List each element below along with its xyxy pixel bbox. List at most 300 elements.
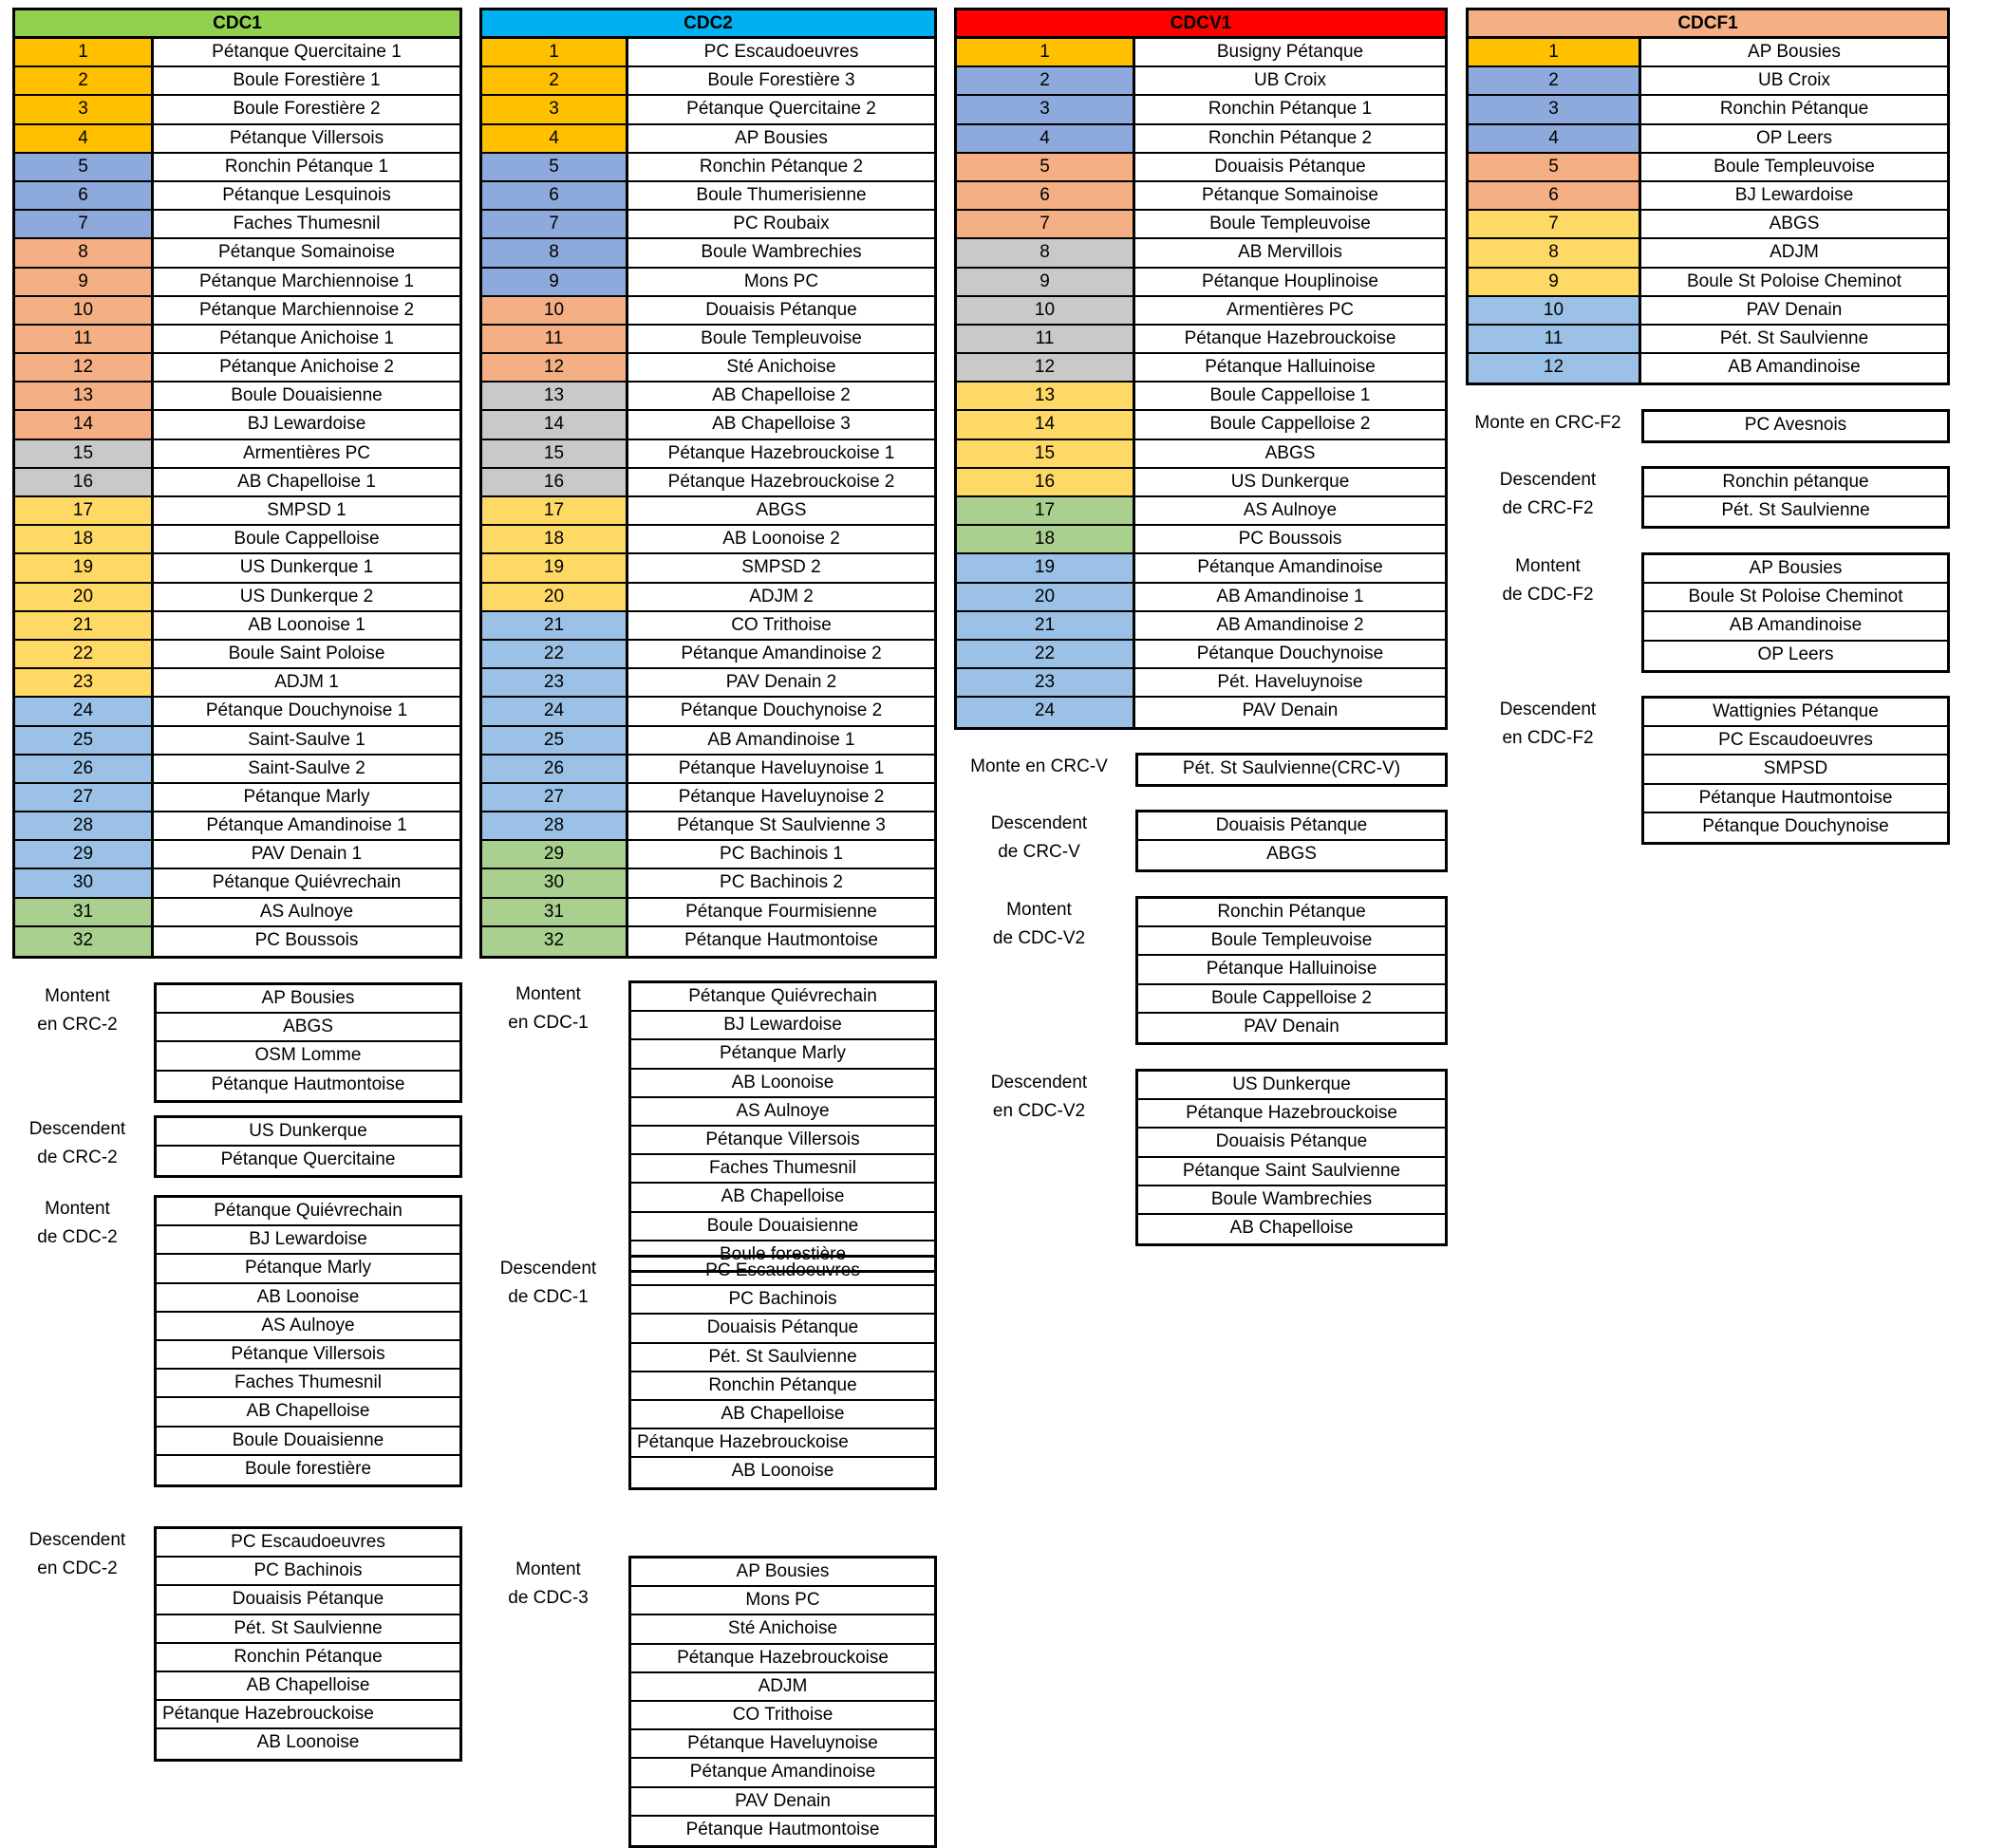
- team-cell[interactable]: AB Amandinoise: [1641, 354, 1947, 383]
- rank-cell[interactable]: 19: [15, 554, 154, 581]
- group-team-cell[interactable]: AB Chapelloise: [157, 1398, 459, 1427]
- group-team-cell[interactable]: Pétanque Quiévrechain: [631, 983, 934, 1012]
- rank-cell[interactable]: 16: [15, 469, 154, 495]
- table-row[interactable]: [957, 269, 1445, 297]
- table-row[interactable]: [15, 497, 459, 526]
- group-team-cell[interactable]: AP Bousies: [631, 1559, 934, 1587]
- team-cell[interactable]: PC Bachinois 1: [628, 841, 934, 868]
- table-row[interactable]: [957, 354, 1445, 383]
- group-team-cell[interactable]: Pétanque Hautmontoise: [685, 1819, 880, 1839]
- group-team-cell[interactable]: Ronchin pétanque: [1644, 469, 1947, 497]
- table-row[interactable]: [482, 927, 934, 956]
- team-cell[interactable]: Pétanque Hazebrouckoise 1: [628, 440, 934, 467]
- team-cell[interactable]: PAV Denain: [1641, 297, 1947, 324]
- team-cell[interactable]: AB Loonoise 1: [154, 612, 459, 639]
- group-team-cell[interactable]: AB Chapelloise: [157, 1672, 459, 1701]
- rank-cell[interactable]: 20: [957, 584, 1135, 610]
- group-team-cell[interactable]: Pét. St Saulvienne: [157, 1615, 459, 1644]
- rank-cell[interactable]: 26: [15, 756, 154, 782]
- table-row[interactable]: [482, 784, 934, 812]
- table-row[interactable]: [482, 39, 934, 67]
- group-team-cell[interactable]: Pétanque Haveluynoise: [631, 1730, 934, 1759]
- table-row[interactable]: [957, 182, 1445, 211]
- group-team-cell[interactable]: CO Trithoise: [631, 1702, 934, 1730]
- table-row[interactable]: [1469, 211, 1947, 239]
- team-cell[interactable]: Boule Cappelloise 2: [1135, 411, 1445, 438]
- rank-cell[interactable]: 3: [482, 96, 628, 122]
- group-team-cell[interactable]: Ronchin Pétanque: [631, 1372, 934, 1401]
- group-team-cell[interactable]: Douaisis Pétanque: [631, 1315, 934, 1343]
- table-row[interactable]: [957, 669, 1445, 698]
- team-cell[interactable]: Pétanque Hazebrouckoise: [1135, 326, 1445, 352]
- table-row[interactable]: [957, 39, 1445, 67]
- team-cell[interactable]: Boule Forestière 1: [154, 67, 459, 94]
- team-cell[interactable]: AB Amandinoise 1: [1135, 584, 1445, 610]
- rank-cell[interactable]: 31: [482, 899, 628, 925]
- table-row[interactable]: [482, 182, 934, 211]
- table-row[interactable]: [482, 469, 934, 497]
- group-team-cell[interactable]: Pétanque Villersois: [631, 1127, 934, 1155]
- rank-cell[interactable]: 9: [957, 269, 1135, 295]
- table-row[interactable]: [957, 154, 1445, 182]
- table-row[interactable]: [957, 641, 1445, 669]
- team-cell[interactable]: Pétanque Douchynoise 1: [154, 698, 459, 724]
- group-team-cell[interactable]: Ronchin Pétanque: [157, 1644, 459, 1672]
- rank-cell[interactable]: 22: [15, 641, 154, 667]
- table-row[interactable]: [15, 383, 459, 411]
- group-team-cell[interactable]: PC Avesnois: [1744, 415, 1847, 435]
- team-cell[interactable]: PAV Denain: [1135, 698, 1445, 726]
- team-cell[interactable]: ABGS: [1135, 440, 1445, 467]
- team-cell[interactable]: CO Trithoise: [628, 612, 934, 639]
- table-row[interactable]: [15, 67, 459, 96]
- team-cell[interactable]: PC Escaudoeuvres: [628, 39, 934, 65]
- rank-cell[interactable]: 8: [1469, 239, 1641, 266]
- team-cell[interactable]: AB Chapelloise 2: [628, 383, 934, 409]
- group-team-cell[interactable]: AS Aulnoye: [631, 1098, 934, 1127]
- team-cell[interactable]: BJ Lewardoise: [1641, 182, 1947, 209]
- rank-cell[interactable]: 30: [482, 869, 628, 896]
- team-cell[interactable]: Pétanque Anichoise 2: [154, 354, 459, 381]
- team-cell[interactable]: SMPSD 1: [154, 497, 459, 524]
- team-cell[interactable]: SMPSD 2: [628, 554, 934, 581]
- team-cell[interactable]: Pétanque Lesquinois: [154, 182, 459, 209]
- team-cell[interactable]: Pétanque Hazebrouckoise 2: [628, 469, 934, 495]
- group-team-cell[interactable]: Pétanque Quiévrechain: [157, 1198, 459, 1226]
- team-cell[interactable]: UB Croix: [1641, 67, 1947, 94]
- team-cell[interactable]: US Dunkerque 1: [154, 554, 459, 581]
- group-team-cell[interactable]: Pét. St Saulvienne: [631, 1344, 934, 1372]
- team-cell[interactable]: PAV Denain 1: [154, 841, 459, 868]
- team-cell[interactable]: AP Bousies: [628, 125, 934, 152]
- team-cell[interactable]: Pétanque Somainoise: [1135, 182, 1445, 209]
- table-row[interactable]: [15, 125, 459, 154]
- rank-cell[interactable]: 5: [1469, 154, 1641, 180]
- rank-cell[interactable]: 23: [957, 669, 1135, 696]
- rank-cell[interactable]: 6: [15, 182, 154, 209]
- rank-cell[interactable]: 32: [482, 927, 628, 956]
- rank-cell[interactable]: 2: [957, 67, 1135, 94]
- team-cell[interactable]: AB Chapelloise 3: [628, 411, 934, 438]
- group-team-cell[interactable]: Faches Thumesnil: [157, 1370, 459, 1398]
- team-cell[interactable]: PC Boussois: [1135, 526, 1445, 552]
- rank-cell[interactable]: 22: [957, 641, 1135, 667]
- rank-cell[interactable]: 9: [15, 269, 154, 295]
- team-cell[interactable]: Sté Anichoise: [628, 354, 934, 381]
- rank-cell[interactable]: 7: [482, 211, 628, 237]
- table-row[interactable]: [15, 326, 459, 354]
- table-row[interactable]: [957, 554, 1445, 583]
- team-cell[interactable]: Boule Forestière 3: [628, 67, 934, 94]
- table-row[interactable]: [482, 554, 934, 583]
- team-cell[interactable]: Ronchin Pétanque 2: [628, 154, 934, 180]
- rank-cell[interactable]: 23: [15, 669, 154, 696]
- group-team-cell[interactable]: Pétanque Hautmontoise: [211, 1073, 405, 1094]
- team-cell[interactable]: Pétanque Halluinoise: [1135, 354, 1445, 381]
- rank-cell[interactable]: 11: [957, 326, 1135, 352]
- rank-cell[interactable]: 7: [957, 211, 1135, 237]
- table-row[interactable]: [957, 96, 1445, 124]
- table-row[interactable]: [1469, 182, 1947, 211]
- group-team-cell[interactable]: PAV Denain: [1244, 1016, 1339, 1036]
- table-row[interactable]: [1469, 297, 1947, 326]
- team-cell[interactable]: US Dunkerque 2: [154, 584, 459, 610]
- table-row[interactable]: [482, 96, 934, 124]
- rank-cell[interactable]: 1: [15, 39, 154, 65]
- team-cell[interactable]: ADJM 1: [154, 669, 459, 696]
- group-team-cell[interactable]: AB Loonoise: [157, 1284, 459, 1313]
- table-row[interactable]: [482, 297, 934, 326]
- table-row[interactable]: [15, 269, 459, 297]
- table-row[interactable]: [15, 756, 459, 784]
- team-cell[interactable]: Boule Templeuvoise: [1135, 211, 1445, 237]
- table-row[interactable]: [482, 812, 934, 841]
- table-row[interactable]: [482, 125, 934, 154]
- table-row[interactable]: [482, 526, 934, 554]
- team-cell[interactable]: ABGS: [1641, 211, 1947, 237]
- team-cell[interactable]: Pét. Haveluynoise: [1135, 669, 1445, 696]
- team-cell[interactable]: Boule Wambrechies: [628, 239, 934, 266]
- table-row[interactable]: [957, 698, 1445, 726]
- table-row[interactable]: [1469, 125, 1947, 154]
- rank-cell[interactable]: 15: [15, 440, 154, 467]
- rank-cell[interactable]: 3: [1469, 96, 1641, 122]
- table-row[interactable]: [15, 469, 459, 497]
- team-cell[interactable]: AB Amandinoise 2: [1135, 612, 1445, 639]
- team-cell[interactable]: PC Bachinois 2: [628, 869, 934, 896]
- table-row[interactable]: [482, 211, 934, 239]
- team-cell[interactable]: PAV Denain 2: [628, 669, 934, 696]
- table-row[interactable]: [15, 211, 459, 239]
- group-team-cell[interactable]: AB Loonoise: [631, 1070, 934, 1098]
- group-team-cell[interactable]: PC Escaudoeuvres: [631, 1258, 934, 1286]
- rank-cell[interactable]: 13: [15, 383, 154, 409]
- team-cell[interactable]: Pétanque St Saulvienne 3: [628, 812, 934, 839]
- table-row[interactable]: [15, 899, 459, 927]
- rank-cell[interactable]: 18: [15, 526, 154, 552]
- rank-cell[interactable]: 18: [482, 526, 628, 552]
- table-row[interactable]: [15, 154, 459, 182]
- rank-cell[interactable]: 12: [1469, 354, 1641, 383]
- group-team-cell[interactable]: BJ Lewardoise: [157, 1226, 459, 1255]
- group-team-cell[interactable]: Boule St Poloise Cheminot: [1644, 584, 1947, 612]
- team-cell[interactable]: Pétanque Hautmontoise: [628, 927, 934, 956]
- group-team-cell[interactable]: ADJM: [631, 1673, 934, 1702]
- group-team-cell[interactable]: AB Loonoise: [256, 1732, 360, 1753]
- rank-cell[interactable]: 16: [957, 469, 1135, 495]
- rank-cell[interactable]: 6: [957, 182, 1135, 209]
- team-cell[interactable]: BJ Lewardoise: [154, 411, 459, 438]
- table-row[interactable]: [482, 154, 934, 182]
- rank-cell[interactable]: 2: [15, 67, 154, 94]
- team-cell[interactable]: PC Roubaix: [628, 211, 934, 237]
- table-row[interactable]: [957, 526, 1445, 554]
- group-team-cell[interactable]: AP Bousies: [157, 985, 459, 1014]
- table-row[interactable]: [482, 411, 934, 439]
- group-team-cell[interactable]: AB Chapelloise: [1229, 1217, 1354, 1238]
- group-team-cell[interactable]: Boule Wambrechies: [1138, 1186, 1445, 1215]
- table-row[interactable]: [15, 239, 459, 268]
- table-row[interactable]: [15, 812, 459, 841]
- rank-cell[interactable]: 5: [957, 154, 1135, 180]
- table-row[interactable]: [482, 497, 934, 526]
- rank-cell[interactable]: 4: [957, 125, 1135, 152]
- rank-cell[interactable]: 14: [15, 411, 154, 438]
- team-cell[interactable]: Boule Douaisienne: [154, 383, 459, 409]
- table-row[interactable]: [1469, 67, 1947, 96]
- table-row[interactable]: [482, 756, 934, 784]
- team-cell[interactable]: Pétanque Haveluynoise 1: [628, 756, 934, 782]
- group-team-cell[interactable]: Pétanque Hazebrouckoise: [157, 1701, 459, 1729]
- rank-cell[interactable]: 13: [482, 383, 628, 409]
- team-cell[interactable]: Boule Forestière 2: [154, 96, 459, 122]
- rank-cell[interactable]: 27: [482, 784, 628, 811]
- team-cell[interactable]: Ronchin Pétanque: [1641, 96, 1947, 122]
- group-team-cell[interactable]: PC Bachinois: [631, 1286, 934, 1315]
- rank-cell[interactable]: 21: [957, 612, 1135, 639]
- rank-cell[interactable]: 4: [482, 125, 628, 152]
- team-cell[interactable]: Armentières PC: [154, 440, 459, 467]
- team-cell[interactable]: Pétanque Villersois: [154, 125, 459, 152]
- team-cell[interactable]: Pétanque Anichoise 1: [154, 326, 459, 352]
- team-cell[interactable]: Boule St Poloise Cheminot: [1641, 269, 1947, 295]
- table-row[interactable]: [957, 469, 1445, 497]
- group-team-cell[interactable]: Pét. St Saulvienne(CRC-V): [1182, 758, 1401, 778]
- table-row[interactable]: [15, 554, 459, 583]
- team-cell[interactable]: Boule Cappelloise: [154, 526, 459, 552]
- group-team-cell[interactable]: Boule forestière: [719, 1243, 847, 1264]
- rank-cell[interactable]: 18: [957, 526, 1135, 552]
- group-team-cell[interactable]: Boule forestière: [244, 1458, 372, 1479]
- rank-cell[interactable]: 27: [15, 784, 154, 811]
- group-team-cell[interactable]: ABGS: [157, 1014, 459, 1042]
- rank-cell[interactable]: 7: [15, 211, 154, 237]
- team-cell[interactable]: OP Leers: [1641, 125, 1947, 152]
- table-row[interactable]: [15, 584, 459, 612]
- group-team-cell[interactable]: Boule Douaisienne: [631, 1213, 934, 1241]
- team-cell[interactable]: Douaisis Pétanque: [628, 297, 934, 324]
- group-team-cell[interactable]: AB Chapelloise: [631, 1401, 934, 1429]
- table-row[interactable]: [15, 669, 459, 698]
- table-row[interactable]: [15, 727, 459, 756]
- team-cell[interactable]: AP Bousies: [1641, 39, 1947, 65]
- rank-cell[interactable]: 9: [1469, 269, 1641, 295]
- team-cell[interactable]: ABGS: [628, 497, 934, 524]
- table-row[interactable]: [1469, 96, 1947, 124]
- rank-cell[interactable]: 30: [15, 869, 154, 896]
- table-row[interactable]: [482, 698, 934, 726]
- team-cell[interactable]: Pétanque Quiévrechain: [154, 869, 459, 896]
- rank-cell[interactable]: 24: [482, 698, 628, 724]
- team-cell[interactable]: AS Aulnoye: [1135, 497, 1445, 524]
- team-cell[interactable]: PC Boussois: [154, 927, 459, 956]
- team-cell[interactable]: ADJM 2: [628, 584, 934, 610]
- group-team-cell[interactable]: OP Leers: [1757, 644, 1834, 664]
- team-cell[interactable]: Pétanque Amandinoise: [1135, 554, 1445, 581]
- group-team-cell[interactable]: Douaisis Pétanque: [157, 1586, 459, 1615]
- team-cell[interactable]: Pét. St Saulvienne: [1641, 326, 1947, 352]
- team-cell[interactable]: Boule Templeuvoise: [1641, 154, 1947, 180]
- team-cell[interactable]: Pétanque Somainoise: [154, 239, 459, 266]
- rank-cell[interactable]: 5: [15, 154, 154, 180]
- team-cell[interactable]: Pétanque Douchynoise 2: [628, 698, 934, 724]
- group-team-cell[interactable]: Sté Anichoise: [631, 1615, 934, 1644]
- rank-cell[interactable]: 19: [482, 554, 628, 581]
- rank-cell[interactable]: 12: [15, 354, 154, 381]
- team-cell[interactable]: Faches Thumesnil: [154, 211, 459, 237]
- rank-cell[interactable]: 3: [15, 96, 154, 122]
- rank-cell[interactable]: 11: [1469, 326, 1641, 352]
- table-row[interactable]: [15, 39, 459, 67]
- team-cell[interactable]: Saint-Saulve 2: [154, 756, 459, 782]
- rank-cell[interactable]: 19: [957, 554, 1135, 581]
- table-row[interactable]: [15, 411, 459, 439]
- rank-cell[interactable]: 31: [15, 899, 154, 925]
- table-row[interactable]: [15, 869, 459, 898]
- team-cell[interactable]: AS Aulnoye: [154, 899, 459, 925]
- group-team-cell[interactable]: BJ Lewardoise: [631, 1012, 934, 1040]
- team-cell[interactable]: US Dunkerque: [1135, 469, 1445, 495]
- group-team-cell[interactable]: SMPSD: [1644, 756, 1947, 784]
- rank-cell[interactable]: 25: [15, 727, 154, 754]
- group-team-cell[interactable]: Pét. St Saulvienne: [1721, 500, 1870, 521]
- team-cell[interactable]: Pétanque Fourmisienne: [628, 899, 934, 925]
- table-row[interactable]: [15, 612, 459, 641]
- team-cell[interactable]: Douaisis Pétanque: [1135, 154, 1445, 180]
- group-team-cell[interactable]: Pétanque Hautmontoise: [1644, 785, 1947, 813]
- team-cell[interactable]: Pétanque Douchynoise: [1135, 641, 1445, 667]
- table-row[interactable]: [957, 125, 1445, 154]
- table-row[interactable]: [957, 211, 1445, 239]
- rank-cell[interactable]: 12: [482, 354, 628, 381]
- group-team-cell[interactable]: Ronchin Pétanque: [1138, 899, 1445, 927]
- rank-cell[interactable]: 9: [482, 269, 628, 295]
- team-cell[interactable]: Pétanque Marchiennoise 1: [154, 269, 459, 295]
- group-team-cell[interactable]: AS Aulnoye: [157, 1313, 459, 1341]
- team-cell[interactable]: Boule Saint Poloise: [154, 641, 459, 667]
- table-row[interactable]: [957, 67, 1445, 96]
- group-team-cell[interactable]: Pétanque Saint Saulvienne: [1138, 1158, 1445, 1186]
- rank-cell[interactable]: 1: [1469, 39, 1641, 65]
- rank-cell[interactable]: 8: [482, 239, 628, 266]
- table-row[interactable]: [1469, 154, 1947, 182]
- team-cell[interactable]: AB Amandinoise 1: [628, 727, 934, 754]
- rank-cell[interactable]: 32: [15, 927, 154, 956]
- group-team-cell[interactable]: Pétanque Halluinoise: [1138, 956, 1445, 984]
- rank-cell[interactable]: 10: [482, 297, 628, 324]
- table-row[interactable]: [957, 411, 1445, 439]
- table-row[interactable]: [957, 440, 1445, 469]
- rank-cell[interactable]: 8: [15, 239, 154, 266]
- rank-cell[interactable]: 17: [957, 497, 1135, 524]
- group-team-cell[interactable]: Boule Cappelloise 2: [1138, 985, 1445, 1014]
- rank-cell[interactable]: 5: [482, 154, 628, 180]
- group-team-cell[interactable]: PC Escaudoeuvres: [1644, 727, 1947, 756]
- group-team-cell[interactable]: US Dunkerque: [157, 1118, 459, 1147]
- rank-cell[interactable]: 21: [15, 612, 154, 639]
- rank-cell[interactable]: 4: [1469, 125, 1641, 152]
- rank-cell[interactable]: 28: [482, 812, 628, 839]
- rank-cell[interactable]: 11: [15, 326, 154, 352]
- team-cell[interactable]: AB Mervillois: [1135, 239, 1445, 266]
- group-team-cell[interactable]: OSM Lomme: [157, 1042, 459, 1071]
- group-team-cell[interactable]: Pétanque Marly: [631, 1040, 934, 1069]
- rank-cell[interactable]: 4: [15, 125, 154, 152]
- table-row[interactable]: [482, 326, 934, 354]
- rank-cell[interactable]: 24: [957, 698, 1135, 726]
- group-team-cell[interactable]: PC Bachinois: [157, 1558, 459, 1586]
- team-cell[interactable]: Ronchin Pétanque 1: [154, 154, 459, 180]
- team-cell[interactable]: ADJM: [1641, 239, 1947, 266]
- rank-cell[interactable]: 17: [482, 497, 628, 524]
- rank-cell[interactable]: 14: [482, 411, 628, 438]
- group-team-cell[interactable]: Pétanque Amandinoise: [631, 1759, 934, 1787]
- table-row[interactable]: [15, 784, 459, 812]
- team-cell[interactable]: Pétanque Marly: [154, 784, 459, 811]
- group-team-cell[interactable]: Mons PC: [631, 1587, 934, 1615]
- rank-cell[interactable]: 3: [957, 96, 1135, 122]
- rank-cell[interactable]: 22: [482, 641, 628, 667]
- rank-cell[interactable]: 25: [482, 727, 628, 754]
- team-cell[interactable]: Pétanque Quercitaine 2: [628, 96, 934, 122]
- rank-cell[interactable]: 10: [1469, 297, 1641, 324]
- group-team-cell[interactable]: Pétanque Quercitaine: [220, 1149, 396, 1170]
- group-team-cell[interactable]: Pétanque Marly: [157, 1255, 459, 1283]
- group-team-cell[interactable]: Pétanque Hazebrouckoise: [631, 1645, 934, 1673]
- table-row[interactable]: [1469, 354, 1947, 383]
- team-cell[interactable]: Ronchin Pétanque 1: [1135, 96, 1445, 122]
- group-team-cell[interactable]: Pétanque Villersois: [157, 1341, 459, 1370]
- table-row[interactable]: [482, 354, 934, 383]
- group-team-cell[interactable]: ABGS: [1266, 844, 1317, 865]
- team-cell[interactable]: Pétanque Marchiennoise 2: [154, 297, 459, 324]
- group-team-cell[interactable]: AB Loonoise: [731, 1461, 834, 1482]
- table-row[interactable]: [957, 584, 1445, 612]
- group-team-cell[interactable]: PC Escaudoeuvres: [157, 1529, 459, 1558]
- table-row[interactable]: [957, 239, 1445, 268]
- team-cell[interactable]: Pétanque Quercitaine 1: [154, 39, 459, 65]
- table-row[interactable]: [15, 297, 459, 326]
- table-row[interactable]: [15, 96, 459, 124]
- table-row[interactable]: [482, 239, 934, 268]
- team-cell[interactable]: Pétanque Amandinoise 1: [154, 812, 459, 839]
- table-row[interactable]: [15, 641, 459, 669]
- rank-cell[interactable]: 14: [957, 411, 1135, 438]
- table-row[interactable]: [15, 182, 459, 211]
- rank-cell[interactable]: 11: [482, 326, 628, 352]
- team-cell[interactable]: Mons PC: [628, 269, 934, 295]
- team-cell[interactable]: Ronchin Pétanque 2: [1135, 125, 1445, 152]
